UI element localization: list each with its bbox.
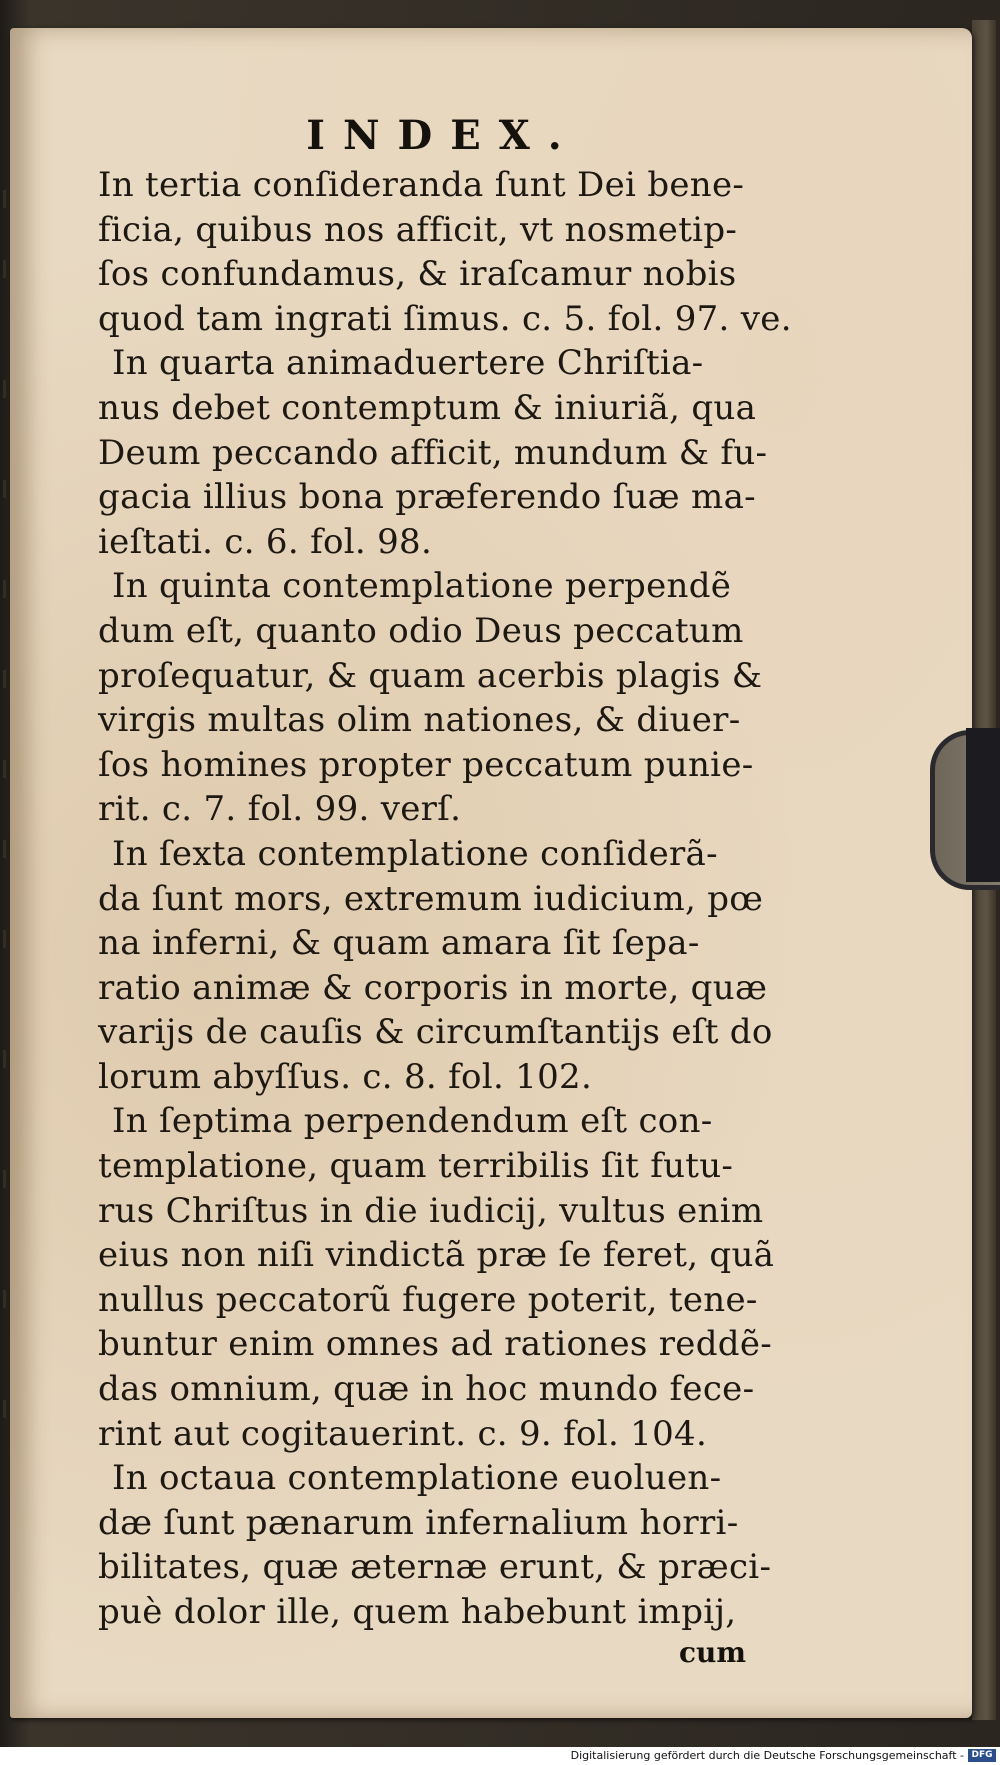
text-line: rit. c. 7. fol. 99. verſ. <box>98 789 462 830</box>
text-line: varijs de cauſis & circumſtantijs eſt do <box>98 1012 773 1053</box>
text-line: eius non niſi vindictã præ ſe feret, quã <box>98 1235 775 1276</box>
text-line: das omnium, quæ in hoc mundo fece- <box>98 1369 755 1410</box>
text-line: In octaua contemplatione euoluen- <box>112 1458 722 1499</box>
index-entry <box>98 1456 772 1634</box>
text-line: ficia, quibus nos afficit, vt nosmetip- <box>98 209 738 250</box>
footer-credit: Digitalisierung gefördert durch die Deutsche Forschungsgemeinschaft - <box>570 1749 964 1762</box>
text-line: ieſtati. c. 6. fol. 98. <box>98 521 433 562</box>
index-entry <box>98 564 763 832</box>
text-line: ratio animæ & corporis in morte, quæ <box>98 967 768 1008</box>
index-entry <box>98 832 773 1100</box>
text-line: ſos homines propter peccatum punie- <box>98 744 754 785</box>
index-entry <box>98 341 768 564</box>
clip-bar <box>966 728 1000 882</box>
text-line: lorum abyſſus. c. 8. fol. 102. <box>98 1056 593 1097</box>
footer-bar <box>0 1747 1000 1765</box>
index-entry <box>98 163 792 341</box>
text-line: quod tam ingrati ſimus. c. 5. fol. 97. ve. <box>98 298 792 339</box>
text-line: proſequatur, & quam acerbis plagis & <box>98 655 763 696</box>
index-entry <box>98 1099 775 1456</box>
text-line: puè dolor ille, quem habebunt impij, <box>98 1592 737 1632</box>
text-line: nullus peccatorũ fugere poterit, tene- <box>98 1279 758 1320</box>
text-line: dæ ſunt pænarum infernalium horri- <box>98 1502 739 1543</box>
text-line: In ſexta contemplatione conſiderã- <box>112 833 718 874</box>
text-line: rus Chriſtus in die iudicij, vultus enim <box>98 1190 764 1231</box>
text-line: rint aut cogitauerint. c. 9. fol. 104. <box>98 1413 708 1454</box>
text-line: da ſunt mors, extremum iudicium, pœ <box>98 878 764 919</box>
page-heading: INDEX. <box>306 112 580 159</box>
text-line: na inferni, & quam amara ſit ſepa- <box>98 923 700 964</box>
text-line: virgis multas olim nationes, & diuer- <box>98 700 741 741</box>
dfg-logo: DFG <box>968 1749 996 1762</box>
text-line: nus debet contemptum & iniuriã, qua <box>98 387 757 428</box>
text-line: In tertia conſideranda ſunt Dei bene- <box>98 165 745 205</box>
text-line: In quarta animaduertere Chriſtia- <box>112 343 704 384</box>
text-line: Deum peccando afficit, mundum & fu- <box>98 432 768 473</box>
text-line: dum eſt, quanto odio Deus peccatum <box>98 610 744 651</box>
text-line: In quinta contemplatione perpendẽ <box>112 566 732 607</box>
text-line: templatione, quam terribilis ſit futu- <box>98 1146 734 1187</box>
page-text <box>98 112 792 1671</box>
text-line: buntur enim omnes ad rationes reddẽ- <box>98 1324 773 1365</box>
text-line: ſos confundamus, & iraſcamur nobis <box>98 254 737 295</box>
text-line: In ſeptima perpendendum eſt con- <box>112 1101 713 1142</box>
catchword: cum <box>678 1635 746 1669</box>
text-line: gacia illius bona præferendo ſuæ ma- <box>98 477 756 518</box>
text-line: bilitates, quæ æternæ erunt, & præci- <box>98 1547 772 1588</box>
